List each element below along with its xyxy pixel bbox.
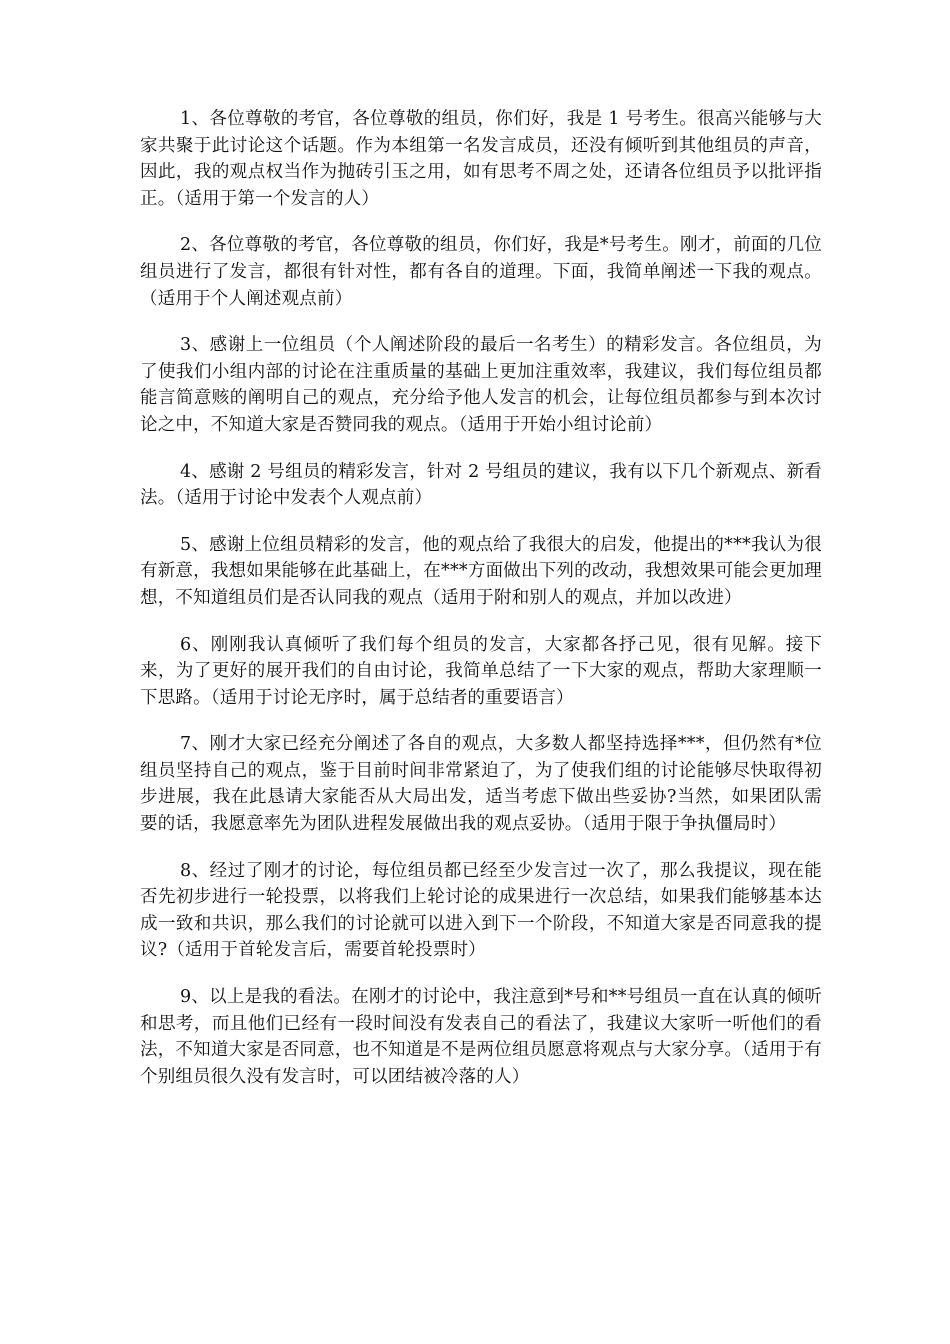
paragraph-9: 9、以上是我的看法。在刚才的讨论中，我注意到*号和**号组员一直在认真的倾听和思考，而且他们已经有一段时间没有发表自己的看法了，我建议大家听一听他们的看法，不知道大家是否同意，也不知道是不是两位组员愿意将观点与大家分享。（适用于有个别组员很久没有发言时，可以团结被冷落的人） (140, 987, 822, 1087)
paragraph-8: 8、经过了刚才的讨论，每位组员都已经至少发言过一次了，那么我提议，现在能否先初步进行一轮投票，以将我们上轮讨论的成果进行一次总结，如果我们能够基本达成一致和共识，那么我们的讨论就可以进入到下一个阶段，不知道大家是否同意我的提议?（适用于首轮发言后，需要首轮投票时） (140, 860, 822, 961)
paragraph-6: 6、刚刚我认真倾听了我们每个组员的发言，大家都各抒己见，很有见解。接下来，为了更好的展开我们的自由讨论，我简单总结了一下大家的观点，帮助大家理顺一下思路。（适用于讨论无序时，属于总结者的重要语言） (140, 634, 822, 708)
paragraph-3: 3、感谢上一位组员（个人阐述阶段的最后一名考生）的精彩发言。各位组员，为了使我们小组内部的讨论在注重质量的基础上更加注重效率，我建议，我们每位组员都能言简意赅的阐明自己的观点，充分给予他人发言的机会，让每位组员都参与到本次讨论之中，不知道大家是否赞同我的观点。（适用于开始小组讨论前） (140, 335, 822, 435)
document-body (140, 106, 822, 1110)
paragraph-2: 2、各位尊敬的考官，各位尊敬的组员，你们好，我是*号考生。刚才，前面的几位组员进行了发言，都很有针对性，都有各自的道理。下面，我简单阐述一下我的观点。（适用于个人阐述观点前） (140, 235, 822, 309)
paragraph-4: 4、感谢 2 号组员的精彩发言，针对 2 号组员的建议，我有以下几个新观点、新看法。（适用于讨论中发表个人观点前） (140, 461, 822, 509)
paragraph-7: 7、刚才大家已经充分阐述了各自的观点，大多数人都坚持选择***，但仍然有*位组员坚持自己的观点，鉴于目前时间非常紧迫了，为了使我们组的讨论能够尽快取得初步进展，我在此恳请大家能否从大局出发，适当考虑下做出些妥协?当然，如果团队需要的话，我愿意率先为团队进程发展做出我的观点妥协。（适用于限于争执僵局时） (140, 734, 822, 835)
paragraph-5: 5、感谢上位组员精彩的发言，他的观点给了我很大的启发，他提出的***我认为很有新意，我想如果能够在此基础上，在***方面做出下列的改动，我想效果可能会更加理想，不知道组员们是否认同我的观点（适用于附和别人的观点，并加以改进） (140, 534, 822, 608)
paragraph-1: 1、各位尊敬的考官，各位尊敬的组员，你们好，我是 1 号考生。很高兴能够与大家共聚于此讨论这个话题。作为本组第一名发言成员，还没有倾听到其他组员的声音，因此，我的观点权当作为抛砖引玉之用，如有思考不周之处，还请各位组员予以批评指正。（适用于第一个发言的人） (140, 109, 822, 209)
